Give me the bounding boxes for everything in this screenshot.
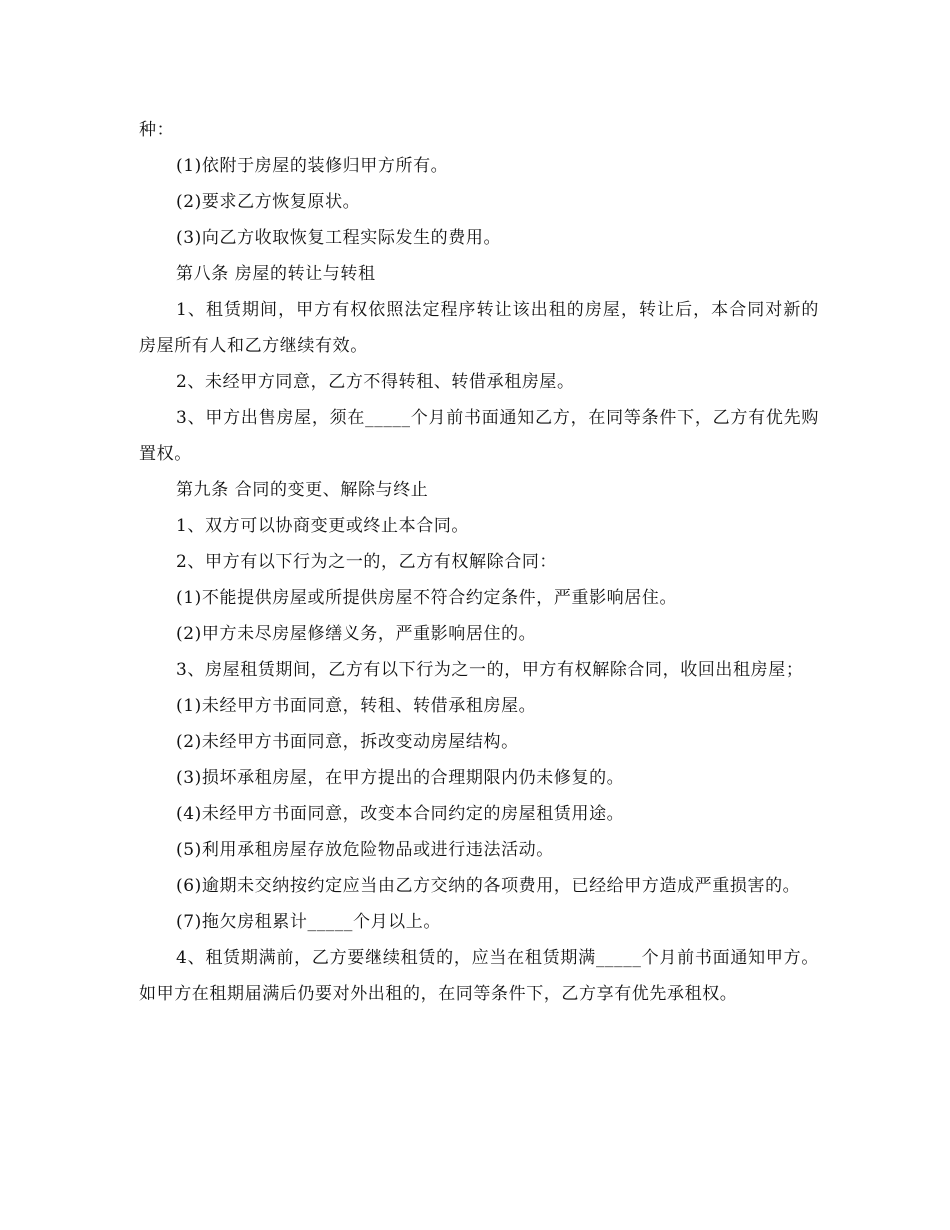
paragraph-clause: 2、未经甲方同意，乙方不得转租、转借承租房屋。 [176,372,575,392]
paragraph-clause: 1、双方可以协商变更或终止本合同。 [176,516,470,536]
section-heading-article-8: 第八条 房屋的转让与转租 [176,264,376,284]
contract-body [139,112,819,1012]
paragraph-item: (5)利用承租房屋存放危险物品或进行违法活动。 [176,840,554,860]
paragraph-clause: 4、租赁期满前，乙方要继续租赁的，应当在租赁期满_____个月前书面通知甲方。如甲方在租期届满后仍要对外出租的，在同等条件下，乙方享有优先承租权。 [139,948,819,1004]
section-heading-article-9: 第九条 合同的变更、解除与终止 [176,480,429,500]
paragraph-item: (1)不能提供房屋或所提供房屋不符合约定条件，严重影响居住。 [176,588,678,608]
paragraph-item: (4)未经甲方书面同意，改变本合同约定的房屋租赁用途。 [176,804,625,824]
paragraph-item: (2)未经甲方书面同意，拆改变动房屋结构。 [176,732,519,752]
paragraph-item: (1)未经甲方书面同意，转租、转借承租房屋。 [176,696,537,716]
paragraph-item: (7)拖欠房租累计_____个月以上。 [176,912,441,932]
paragraph-clause: 3、房屋租赁期间，乙方有以下行为之一的，甲方有权解除合同，收回出租房屋； [176,660,804,680]
paragraph-clause: 3、甲方出售房屋，须在_____个月前书面通知乙方，在同等条件下，乙方有优先购置权。 [139,408,819,464]
paragraph-continuation: 种： [139,120,175,140]
paragraph-item: (3)向乙方收取恢复工程实际发生的费用。 [176,228,502,248]
paragraph-item: (1)依附于房屋的装修归甲方所有。 [176,156,449,176]
paragraph-item: (2)甲方未尽房屋修缮义务，严重影响居住的。 [176,624,537,644]
paragraph-clause: 2、甲方有以下行为之一的，乙方有权解除合同： [176,552,558,572]
paragraph-item: (2)要求乙方恢复原状。 [176,192,361,212]
paragraph-item: (6)逾期未交纳按约定应当由乙方交纳的各项费用，已经给甲方造成严重损害的。 [176,876,801,896]
paragraph-clause: 1、租赁期间，甲方有权依照法定程序转让该出租的房屋，转让后，本合同对新的房屋所有人和乙方继续有效。 [139,300,819,356]
paragraph-item: (3)损坏承租房屋，在甲方提出的合理期限内仍未修复的。 [176,768,625,788]
